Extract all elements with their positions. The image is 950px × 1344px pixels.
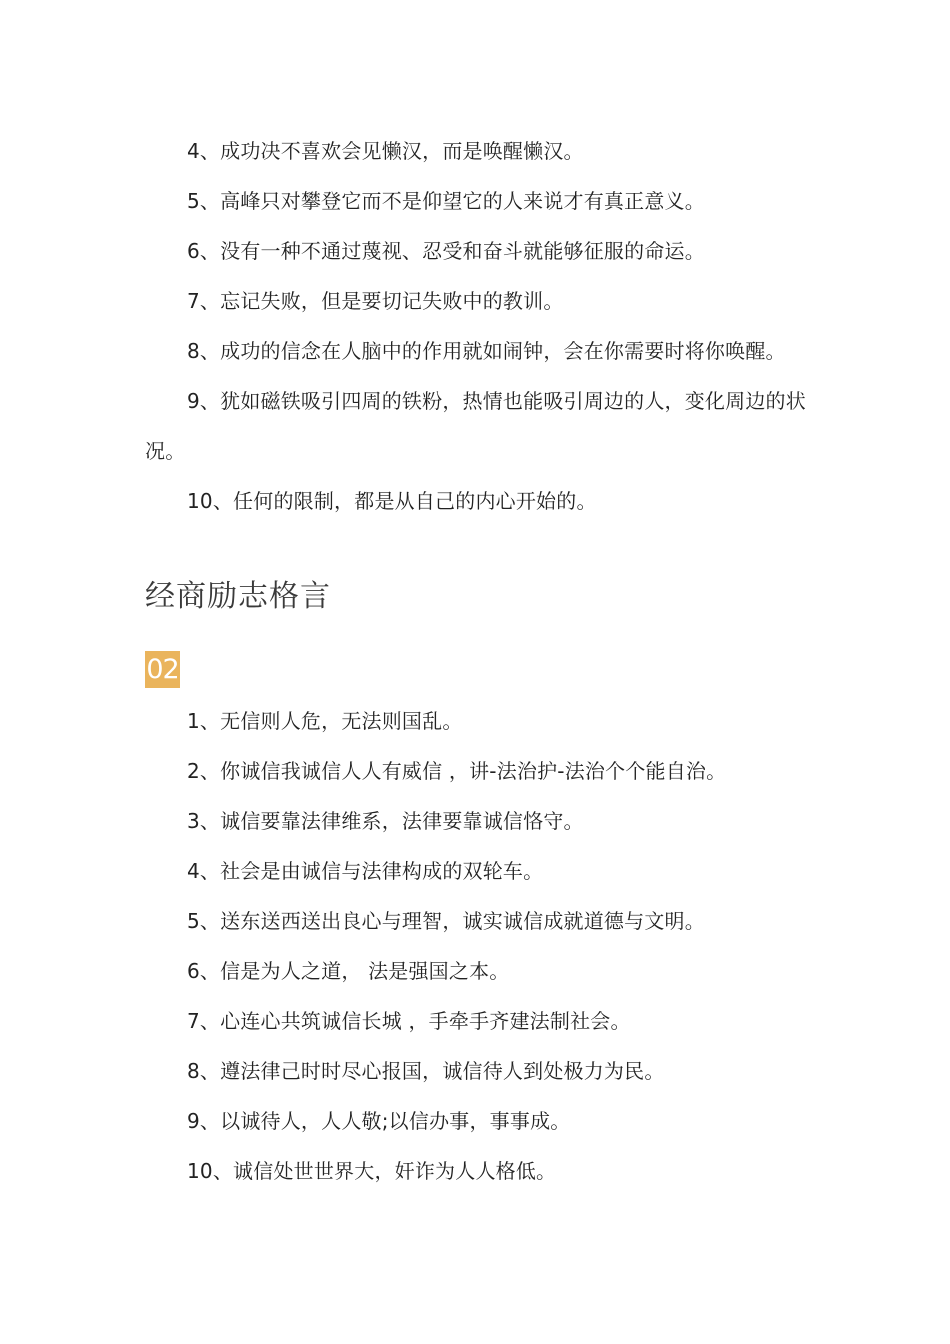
list-item: 9、犹如磁铁吸引四周的铁粉，热情也能吸引周边的人，变化周边的状况。 [145,389,806,463]
list-item: 3、诚信要靠法律维系，法律要靠诚信恪守。 [187,809,584,833]
list-item: 4、成功决不喜欢会见懒汉，而是唤醒懒汉。 [187,139,584,163]
list-item: 8、遵法律己时时尽心报国，诚信待人到处极力为民。 [187,1059,665,1083]
section-heading: 经商励志格言 [145,579,331,614]
list-item: 1、无信则人危，无法则国乱。 [187,709,463,733]
list-item: 9、以诚待人，人人敬;以信办事，事事成。 [187,1109,571,1133]
list-item: 5、送东送西送出良心与理智，诚实诚信成就道德与文明。 [187,909,705,933]
list-item: 6、没有一种不通过蔑视、忍受和奋斗就能够征服的命运。 [187,239,705,263]
list-item: 7、忘记失败，但是要切记失败中的教训。 [187,289,564,313]
section-number-badge: 02 [145,651,180,688]
list-item: 6、信是为人之道， 法是强国之本。 [187,959,510,983]
list-item: 10、任何的限制，都是从自己的内心开始的。 [187,489,597,513]
list-item: 7、心连心共筑诚信长城 ，手牵手齐建法制社会。 [187,1009,631,1033]
list-item: 8、成功的信念在人脑中的作用就如闹钟，会在你需要时将你唤醒。 [187,339,786,363]
list-item: 2、你诚信我诚信人人有威信 ，讲-法治护-法治个个能自治。 [187,759,727,783]
list-item: 5、高峰只对攀登它而不是仰望它的人来说才有真正意义。 [187,189,705,213]
list-item: 4、社会是由诚信与法律构成的双轮车。 [187,859,544,883]
list-item: 10、诚信处世世界大，奸诈为人人格低。 [187,1159,557,1183]
